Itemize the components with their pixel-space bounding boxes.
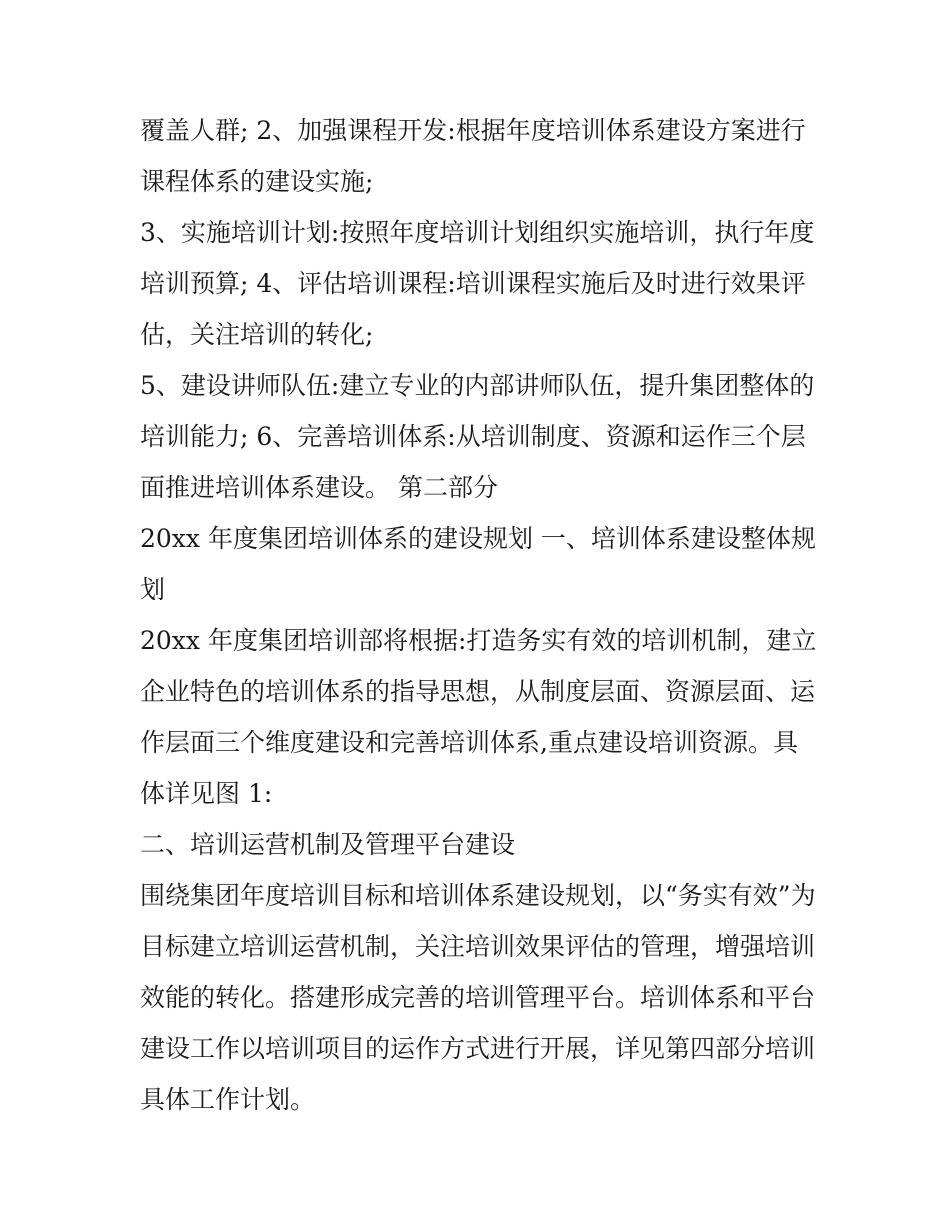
text-line: 3、实施培训计划:按照年度培训计划组织实施培训，执行年度	[140, 218, 815, 247]
text-line: 5、建设讲师队伍:建立专业的内部讲师队伍，提升集团整体的	[140, 371, 815, 400]
text-line: 具体工作计划。	[140, 1085, 316, 1114]
document-body	[140, 105, 820, 1125]
text-line: 20xx 年度集团培训体系的建设规划 一、培训体系建设整体规	[140, 524, 816, 553]
text-line: 目标建立培训运营机制，关注培训效果评估的管理，增强培训	[140, 932, 816, 961]
text-line: 20xx 年度集团培训部将根据:打造务实有效的培训机制，建立	[140, 626, 817, 655]
text-line: 覆盖人群; 2、加强课程开发:根据年度培训体系建设方案进行	[140, 116, 806, 145]
section-heading: 二、培训运营机制及管理平台建设	[140, 830, 516, 859]
text-line: 建设工作以培训项目的运作方式进行开展，详见第四部分培训	[140, 1034, 816, 1063]
text-line: 培训预算; 4、评估培训课程:培训课程实施后及时进行效果评	[140, 269, 806, 298]
text-line: 划	[140, 575, 166, 604]
text-line: 企业特色的培训体系的指导思想，从制度层面、资源层面、运	[140, 677, 816, 706]
text-line: 估，关注培训的转化;	[140, 320, 374, 349]
text-line: 效能的转化。搭建形成完善的培训管理平台。培训体系和平台	[140, 983, 816, 1012]
text-line: 围绕集团年度培训目标和培训体系建设规划，以“务实有效”为	[140, 881, 816, 910]
text-line: 培训能力; 6、完善培训体系:从培训制度、资源和运作三个层	[140, 422, 806, 451]
text-line: 体详见图 1:	[140, 779, 273, 808]
text-line: 面推进培训体系建设。 第二部分	[140, 473, 498, 502]
text-line: 作层面三个维度建设和完善培训体系,重点建设培训资源。具	[140, 728, 798, 757]
text-line: 课程体系的建设实施;	[140, 167, 374, 196]
